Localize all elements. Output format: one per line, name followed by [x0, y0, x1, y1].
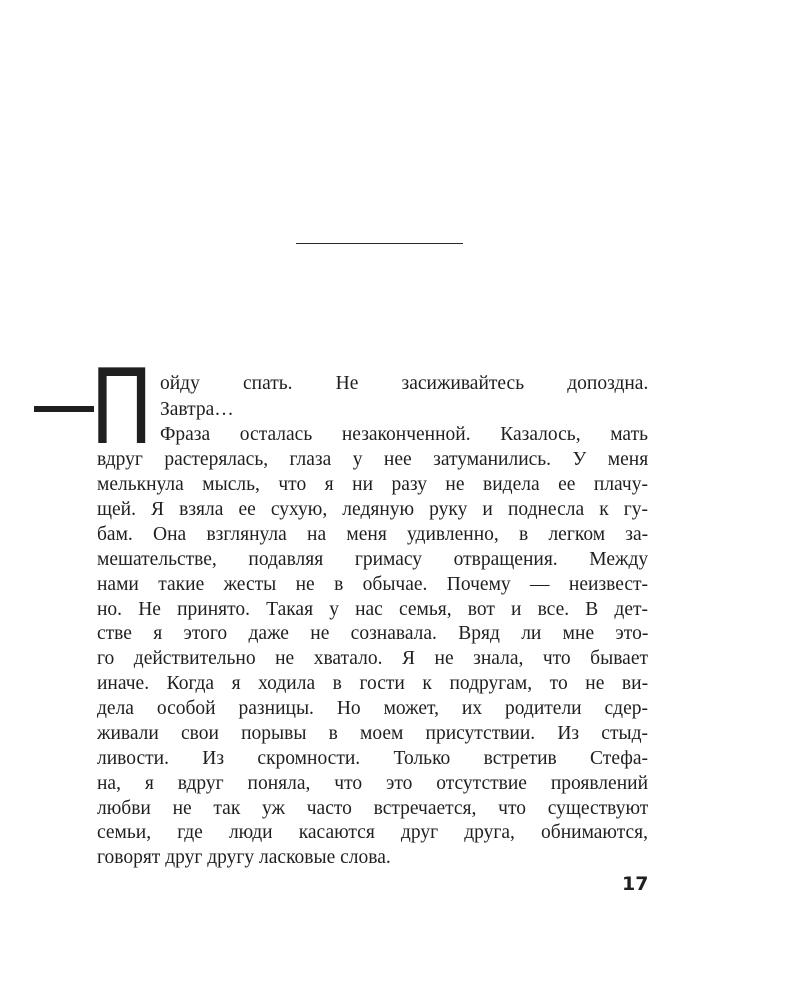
text-line: нами такие жесты не в обычае. Почему — неизвест-	[97, 575, 648, 595]
text-line: стве я этого даже не сознавала. Вряд ли мне это-	[97, 624, 648, 644]
text-line: ойду спать. Не засиживайтесь допоздна.	[160, 374, 648, 394]
chapter-divider-rule	[296, 243, 463, 244]
drop-cap: П	[90, 348, 152, 468]
text-line: го действительно не хватало. Я не знала, что бывает	[97, 649, 648, 669]
text-line: на, я вдруг поняла, что это отсутствие проявлений	[97, 774, 648, 794]
text-line: щей. Я взяла ее сухую, ледяную руку и поднесла к гу-	[97, 500, 648, 520]
text-line: вдруг растерялась, глаза у нее затуманились. У меня	[97, 450, 648, 470]
text-line: мелькнула мысль, что я ни разу не видела ее плачу-	[97, 475, 648, 495]
text-line: бам. Она взглянула на меня удивленно, в легком за-	[97, 525, 648, 545]
text-line: говорят друг другу ласковые слова.	[97, 848, 391, 868]
text-line: Завтра…	[160, 400, 234, 420]
text-line: иначе. Когда я ходила в гости к подругам, то не ви-	[97, 674, 648, 694]
text-line: Фраза осталась незаконченной. Казалось, мать	[160, 425, 648, 445]
text-line: но. Не принято. Такая у нас семья, вот и все. В дет-	[97, 600, 648, 620]
text-line: ливости. Из скромности. Только встретив Стефа-	[97, 749, 648, 769]
text-line: мешательстве, подавляя гримасу отвращения. Между	[97, 550, 648, 570]
text-line: живали свои порывы в моем присутствии. Из стыд-	[97, 724, 648, 744]
text-line: любви не так уж часто встречается, что существуют	[97, 799, 648, 819]
text-line: семьи, где люди касаются друг друга, обнимаются,	[97, 823, 648, 843]
dialogue-dash	[34, 406, 94, 412]
page-number: 17	[622, 873, 649, 895]
text-line: дела особой разницы. Но может, их родители сдер-	[97, 699, 648, 719]
